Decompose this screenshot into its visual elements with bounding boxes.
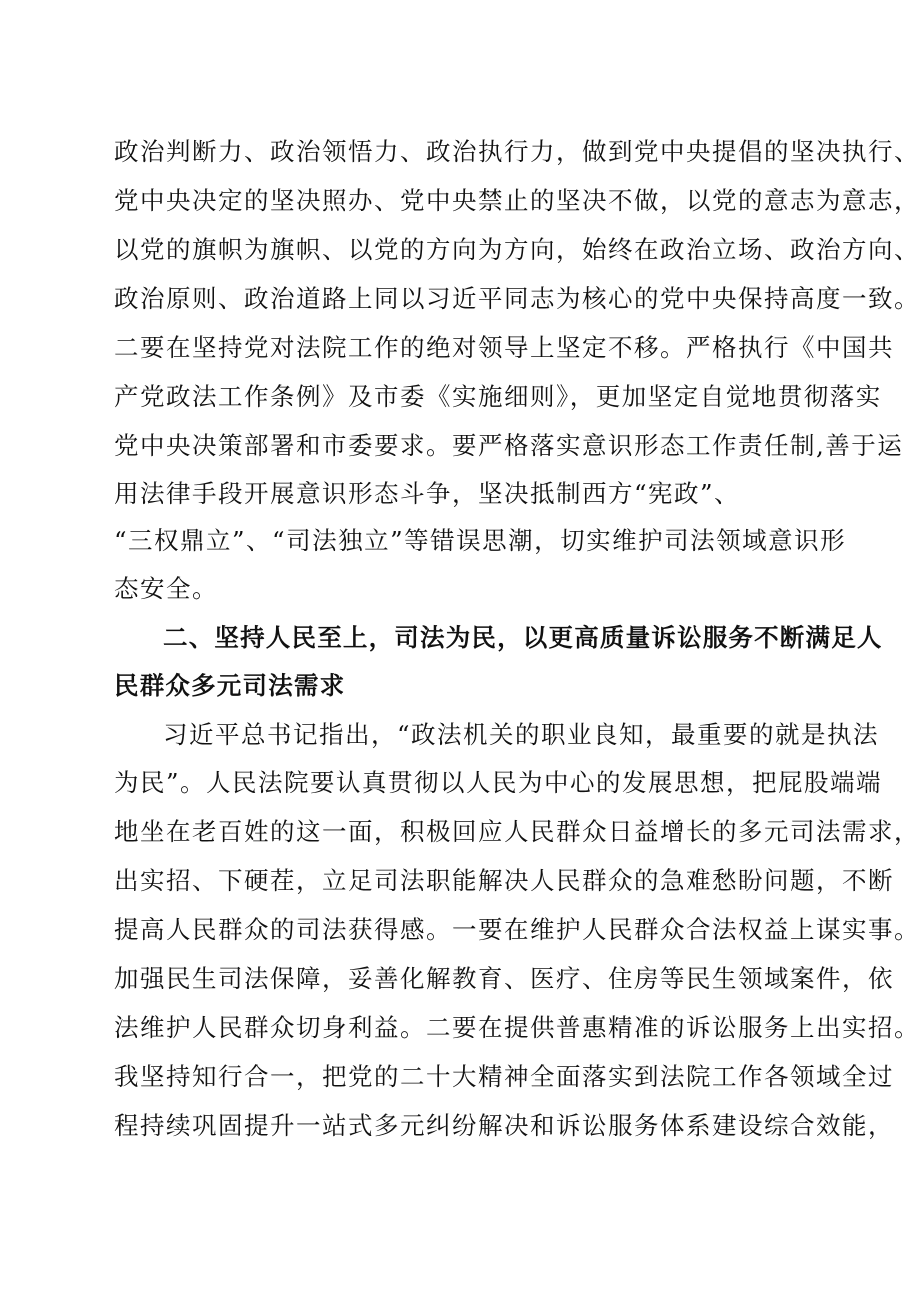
paragraph-line: 以党的旗帜为旗帜、以党的方向为方向，始终在政治立场、政治方向、 xyxy=(114,235,920,264)
section-heading-continued: 民群众多元司法需求 xyxy=(114,671,346,700)
paragraph-line: 加强民生司法保障，妥善化解教育、医疗、住房等民生领域案件，依 xyxy=(114,964,894,993)
paragraph-line: 党中央决策部署和市委要求。要严格落实意识形态工作责任制,善于运 xyxy=(114,431,904,460)
paragraph-line: 政治判断力、政治领悟力、政治执行力，做到党中央提倡的坚决执行、 xyxy=(114,137,920,166)
section-heading: 二、坚持人民至上，司法为民，以更高质量诉讼服务不断满足人 xyxy=(163,623,883,652)
paragraph-line: 态安全。 xyxy=(114,574,218,603)
paragraph-line: 地坐在老百姓的这一面，积极回应人民群众日益增长的多元司法需求， xyxy=(114,817,920,846)
paragraph-line: 法维护人民群众切身利益。二要在提供普惠精准的诉讼服务上出实招。 xyxy=(114,1013,920,1042)
paragraph-line: 政治原则、政治道路上同以习近平同志为核心的党中央保持高度一致。 xyxy=(114,284,920,313)
paragraph-line: 用法律手段开展意识形态斗争，坚决抵制西方“宪政”、 xyxy=(114,479,741,508)
paragraph-line: 党中央决定的坚决照办、党中央禁止的坚决不做，以党的意志为意志， xyxy=(114,186,920,215)
paragraph-line: 提高人民群众的司法获得感。一要在维护人民群众合法权益上谋实事。 xyxy=(114,915,920,944)
paragraph-line: 我坚持知行合一，把党的二十大精神全面落实到法院工作各领域全过 xyxy=(114,1062,894,1091)
paragraph-line: 为民”。人民法院要认真贯彻以人民为中心的发展思想，把屁股端端 xyxy=(114,768,883,797)
paragraph-line: “三权鼎立”、“司法独立”等错误思潮，切实维护司法领域意识形 xyxy=(114,526,847,555)
paragraph-line: 出实招、下硬茬，立足司法职能解决人民群众的急难愁盼问题，不断 xyxy=(114,866,894,895)
paragraph-line: 产党政法工作条例》及市委《实施细则》，更加坚定自觉地贯彻落实 xyxy=(114,382,882,411)
paragraph-line: 程持续巩固提升一站式多元纠纷解决和诉讼服务体系建设综合效能， xyxy=(114,1111,894,1140)
paragraph-line: 习近平总书记指出，“政法机关的职业良知，最重要的就是执法 xyxy=(163,720,880,749)
paragraph-line: 二要在坚持党对法院工作的绝对领导上坚定不移。严格执行《中国共 xyxy=(114,333,894,362)
